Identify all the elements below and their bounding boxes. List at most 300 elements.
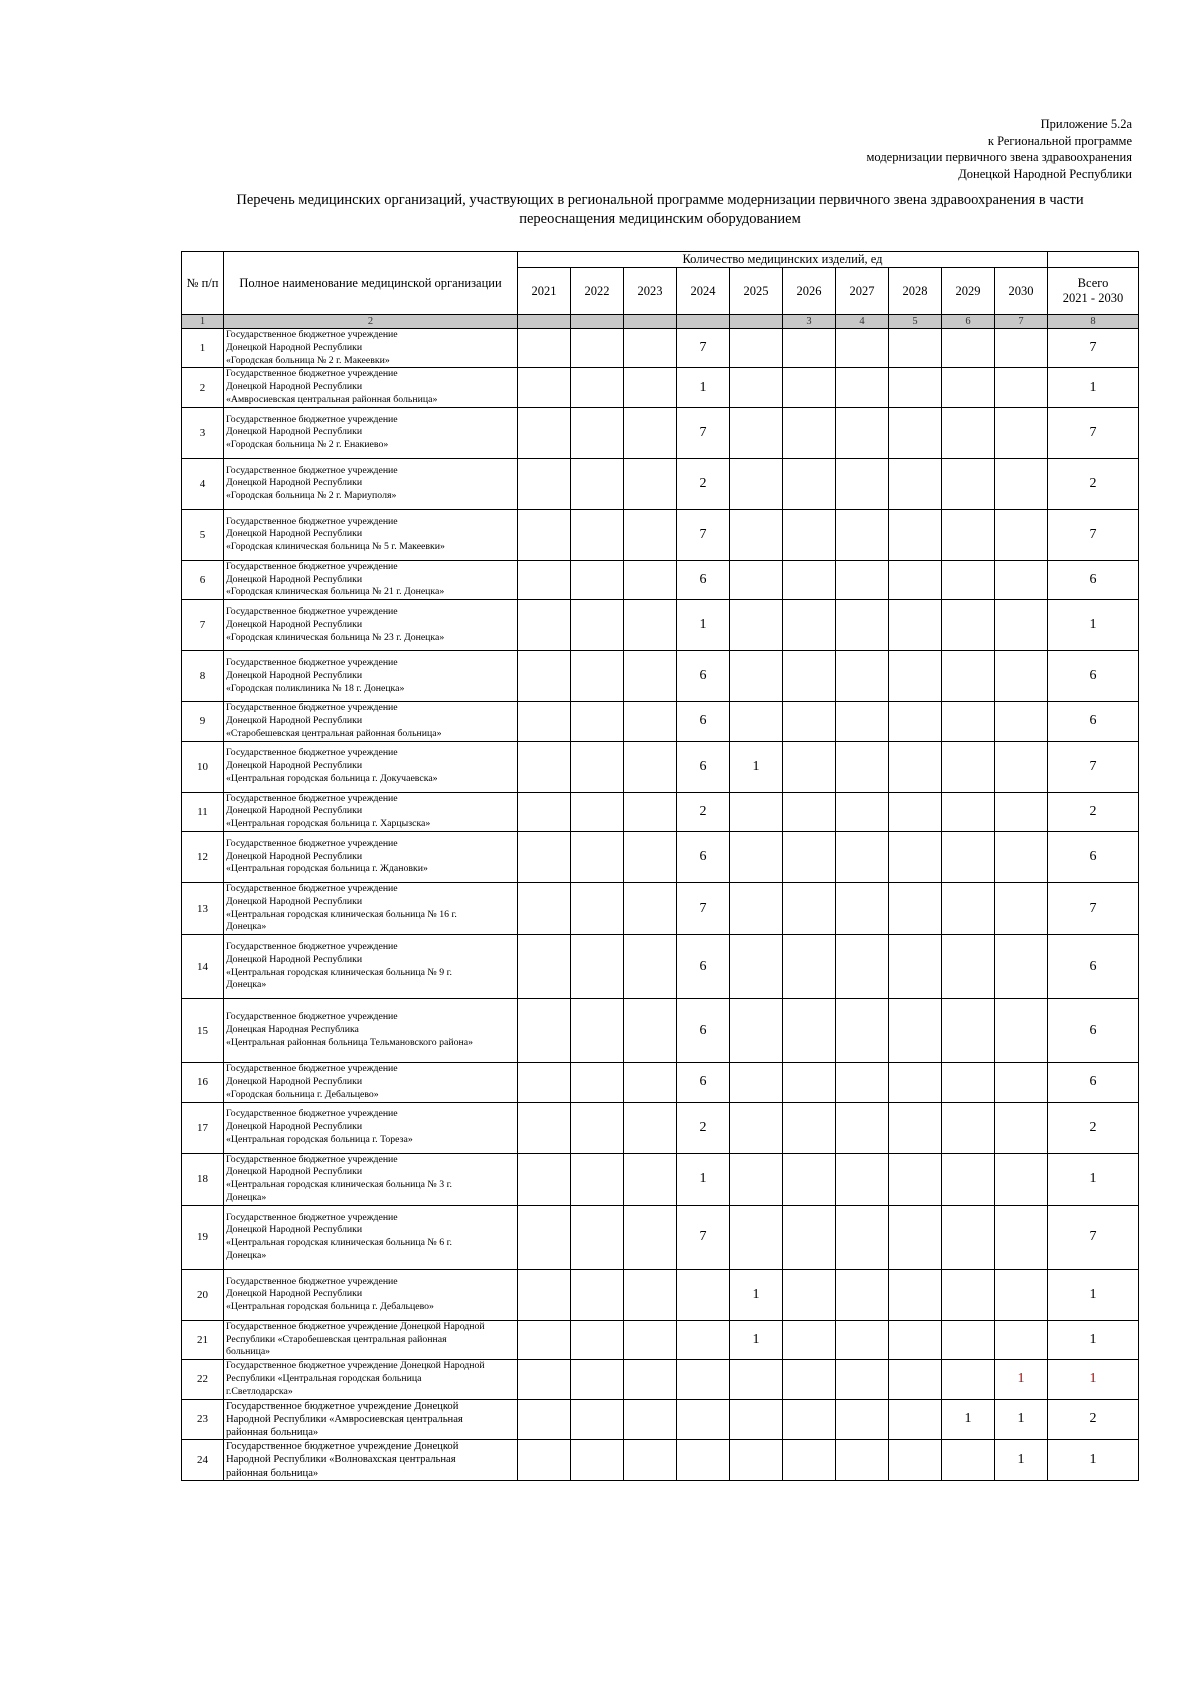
year-value-2021: [518, 1269, 571, 1320]
year-value-2025: 1: [730, 1269, 783, 1320]
year-value-2028: [889, 935, 942, 999]
year-value-2026: [783, 935, 836, 999]
org-name-line: Донецкой Народной Республики: [226, 426, 363, 438]
org-name-line: Государственное бюджетное учреждение: [226, 1211, 398, 1223]
year-value-2027: [836, 1063, 889, 1102]
year-value-2025: [730, 509, 783, 560]
year-value-2029: [942, 560, 995, 599]
header-total-line-1: Всего: [1077, 276, 1109, 290]
row-total: 6: [1048, 935, 1139, 999]
row-total: 1: [1048, 1269, 1139, 1320]
table-row: [182, 1205, 1139, 1269]
year-value-2027: [836, 458, 889, 509]
year-value-2021: [518, 1360, 571, 1399]
table-body: [182, 329, 1139, 1481]
year-value-2030: [995, 651, 1048, 702]
org-name: [224, 1153, 518, 1205]
year-value-2023: [624, 741, 677, 792]
year-value-2027: [836, 1153, 889, 1205]
year-value-2030: [995, 329, 1048, 368]
annex-note: [867, 116, 1132, 182]
row-number: 5: [182, 509, 224, 560]
year-value-2025: [730, 1205, 783, 1269]
year-value-2025: [730, 1063, 783, 1102]
org-name: [224, 882, 518, 934]
org-name-line: «Центральная городская клиническая больница № 3 г.: [226, 1179, 452, 1191]
row-total: 2: [1048, 1399, 1139, 1440]
org-name-line: Государственное бюджетное учреждение: [226, 1011, 398, 1023]
year-value-2022: [571, 1205, 624, 1269]
row-number: 2: [182, 368, 224, 407]
year-value-2024: 7: [677, 882, 730, 934]
table-row: [182, 1399, 1139, 1440]
org-name: [224, 935, 518, 999]
index-cell: [571, 315, 624, 329]
year-value-2026: [783, 651, 836, 702]
year-value-2021: [518, 407, 571, 458]
header-total-top: [1048, 252, 1139, 268]
org-name-line: «Городская клиническая больница № 21 г. Донецка»: [226, 586, 445, 598]
year-value-2026: [783, 1063, 836, 1102]
year-value-2024: 2: [677, 792, 730, 831]
year-value-2023: [624, 999, 677, 1063]
year-value-2029: [942, 651, 995, 702]
year-value-2026: [783, 1399, 836, 1440]
org-name-line: районная больница»: [226, 1467, 319, 1479]
org-name-line: Государственное бюджетное учреждение: [226, 1063, 398, 1075]
year-value-2023: [624, 935, 677, 999]
org-name-line: Государственное бюджетное учреждение: [226, 413, 398, 425]
table-row: [182, 935, 1139, 999]
table-row: [182, 831, 1139, 882]
org-name-line: Донецкой Народной Республики: [226, 618, 363, 630]
table-row: [182, 368, 1139, 407]
org-name-line: Республики «Старобешевская центральная районная: [226, 1333, 447, 1345]
org-name: [224, 407, 518, 458]
row-number: 14: [182, 935, 224, 999]
org-name: [224, 560, 518, 599]
year-value-2022: [571, 560, 624, 599]
org-name: [224, 1102, 518, 1153]
row-total: 6: [1048, 651, 1139, 702]
table-row: [182, 1102, 1139, 1153]
table-row: [182, 1320, 1139, 1359]
year-value-2029: [942, 999, 995, 1063]
year-value-2027: [836, 792, 889, 831]
year-value-2021: [518, 600, 571, 651]
year-value-2029: [942, 458, 995, 509]
org-name-line: Государственное бюджетное учреждение Донецкой: [226, 1441, 459, 1453]
year-value-2025: [730, 368, 783, 407]
year-value-2025: [730, 560, 783, 599]
index-cell: 5: [889, 315, 942, 329]
year-value-2022: [571, 1399, 624, 1440]
year-value-2025: [730, 935, 783, 999]
org-name: [224, 831, 518, 882]
year-value-2025: 1: [730, 741, 783, 792]
year-value-2022: [571, 792, 624, 831]
year-value-2029: [942, 831, 995, 882]
year-value-2026: [783, 1205, 836, 1269]
org-name-line: «Центральная городская больница г. Харцызска»: [226, 818, 431, 830]
row-total: 7: [1048, 741, 1139, 792]
year-value-2029: [942, 702, 995, 741]
org-name-line: «Центральная районная больница Тельмановского района»: [226, 1037, 474, 1049]
org-name: [224, 329, 518, 368]
year-value-2025: [730, 882, 783, 934]
row-number: 18: [182, 1153, 224, 1205]
row-number: 4: [182, 458, 224, 509]
row-total: 6: [1048, 702, 1139, 741]
year-value-2025: [730, 651, 783, 702]
org-name: [224, 1269, 518, 1320]
org-name-line: «Городская клиническая больница № 23 г. Донецка»: [226, 631, 445, 643]
row-total: 6: [1048, 560, 1139, 599]
year-value-2027: [836, 407, 889, 458]
year-value-2023: [624, 458, 677, 509]
document-title: [180, 191, 1140, 229]
org-name-line: Донецкой Народной Республики: [226, 1224, 363, 1236]
year-value-2023: [624, 702, 677, 741]
year-value-2023: [624, 1205, 677, 1269]
org-name-line: Государственное бюджетное учреждение: [226, 605, 398, 617]
row-number: 19: [182, 1205, 224, 1269]
year-value-2028: [889, 407, 942, 458]
table-row: [182, 1153, 1139, 1205]
year-value-2030: [995, 1102, 1048, 1153]
year-value-2024: 6: [677, 741, 730, 792]
year-value-2028: [889, 560, 942, 599]
org-name-line: «Городская больница г. Дебальцево»: [226, 1088, 379, 1100]
year-value-2030: [995, 1153, 1048, 1205]
annex-line-1: Приложение 5.2а: [1040, 117, 1132, 131]
year-value-2027: [836, 935, 889, 999]
year-value-2026: [783, 999, 836, 1063]
year-value-2022: [571, 741, 624, 792]
row-number: 10: [182, 741, 224, 792]
year-value-2021: [518, 1102, 571, 1153]
year-value-2028: [889, 831, 942, 882]
year-value-2025: [730, 1440, 783, 1481]
table-row: [182, 702, 1139, 741]
year-value-2030: [995, 792, 1048, 831]
index-row: [182, 315, 1139, 329]
year-value-2022: [571, 1063, 624, 1102]
org-name: [224, 1440, 518, 1481]
year-value-2027: [836, 651, 889, 702]
year-value-2025: [730, 792, 783, 831]
org-name-line: Государственное бюджетное учреждение: [226, 837, 398, 849]
year-value-2029: [942, 368, 995, 407]
row-number: 12: [182, 831, 224, 882]
org-name-line: Донецкой Народной Республики: [226, 669, 363, 681]
row-number: 9: [182, 702, 224, 741]
header-quantity: Количество медицинских изделий, ед: [518, 252, 1048, 268]
year-value-2027: [836, 831, 889, 882]
year-value-2027: [836, 1360, 889, 1399]
year-value-2025: [730, 999, 783, 1063]
header-year-2029: 2029: [942, 268, 995, 315]
year-value-2027: [836, 741, 889, 792]
year-value-2027: [836, 1440, 889, 1481]
org-name-line: районная больница»: [226, 1426, 319, 1438]
year-value-2028: [889, 792, 942, 831]
year-value-2028: [889, 1360, 942, 1399]
row-total: 2: [1048, 1102, 1139, 1153]
year-value-2023: [624, 1399, 677, 1440]
year-value-2021: [518, 368, 571, 407]
year-value-2027: [836, 882, 889, 934]
year-value-2030: [995, 741, 1048, 792]
annex-line-3: модернизации первичного звена здравоохранения: [866, 150, 1132, 164]
year-value-2021: [518, 1399, 571, 1440]
org-name-line: Донецкой Народной Республики: [226, 714, 363, 726]
org-name-line: Государственное бюджетное учреждение: [226, 792, 398, 804]
year-value-2025: [730, 831, 783, 882]
year-value-2023: [624, 1360, 677, 1399]
row-number: 23: [182, 1399, 224, 1440]
index-cell: 8: [1048, 315, 1139, 329]
year-value-2029: [942, 1063, 995, 1102]
year-value-2026: [783, 458, 836, 509]
year-value-2028: [889, 999, 942, 1063]
header-year-2028: 2028: [889, 268, 942, 315]
year-value-2028: [889, 600, 942, 651]
year-value-2026: [783, 368, 836, 407]
org-name: [224, 458, 518, 509]
header-year-2026: 2026: [783, 268, 836, 315]
year-value-2030: [995, 458, 1048, 509]
year-value-2030: 1: [995, 1360, 1048, 1399]
year-value-2024: 7: [677, 509, 730, 560]
year-value-2027: [836, 368, 889, 407]
org-name-line: Донецкая Народная Республика: [226, 1024, 359, 1036]
year-value-2024: 7: [677, 407, 730, 458]
year-value-2023: [624, 329, 677, 368]
equipment-table: [181, 251, 1139, 1481]
year-value-2027: [836, 509, 889, 560]
row-number: 16: [182, 1063, 224, 1102]
org-name-line: Донецка»: [226, 1250, 267, 1262]
org-name: [224, 702, 518, 741]
org-name-line: Донецкой Народной Республики: [226, 573, 363, 585]
org-name: [224, 600, 518, 651]
index-cell: 2: [224, 315, 518, 329]
year-value-2022: [571, 882, 624, 934]
year-value-2024: 1: [677, 368, 730, 407]
year-value-2025: [730, 329, 783, 368]
org-name-line: г.Светлодарска»: [226, 1385, 293, 1397]
row-number: 24: [182, 1440, 224, 1481]
header-year-2021: 2021: [518, 268, 571, 315]
year-value-2029: [942, 1205, 995, 1269]
year-value-2029: [942, 600, 995, 651]
year-value-2026: [783, 509, 836, 560]
year-value-2025: [730, 600, 783, 651]
year-value-2026: [783, 1360, 836, 1399]
org-name-line: «Городская больница № 2 г. Мариуполя»: [226, 490, 397, 502]
org-name-line: «Центральная городская больница г. Тореза»: [226, 1133, 413, 1145]
org-name-line: Государственное бюджетное учреждение: [226, 1153, 398, 1165]
index-cell: 3: [783, 315, 836, 329]
year-value-2024: 7: [677, 329, 730, 368]
year-value-2024: [677, 1360, 730, 1399]
year-value-2023: [624, 1320, 677, 1359]
year-value-2021: [518, 1205, 571, 1269]
year-value-2026: [783, 702, 836, 741]
row-total: 1: [1048, 1153, 1139, 1205]
table-row: [182, 329, 1139, 368]
annex-line-2: к Региональной программе: [987, 133, 1132, 148]
org-name-line: Донецкой Народной Республики: [226, 953, 363, 965]
org-name: [224, 741, 518, 792]
row-total: 1: [1048, 1360, 1139, 1399]
year-value-2028: [889, 1269, 942, 1320]
year-value-2021: [518, 935, 571, 999]
year-value-2021: [518, 882, 571, 934]
org-name-line: «Центральная городская клиническая больница № 9 г.: [226, 966, 452, 978]
table-row: [182, 651, 1139, 702]
year-value-2030: [995, 831, 1048, 882]
year-value-2022: [571, 509, 624, 560]
year-value-2024: 6: [677, 560, 730, 599]
title-line-1: Перечень медицинских организаций, участвующих в региональной программе модернизации первичного звена здравоохранения в части: [236, 192, 1084, 208]
year-value-2021: [518, 1063, 571, 1102]
year-value-2023: [624, 1063, 677, 1102]
table-row: [182, 600, 1139, 651]
org-name-line: Государственное бюджетное учреждение: [226, 1275, 398, 1287]
year-value-2029: 1: [942, 1399, 995, 1440]
year-value-2021: [518, 831, 571, 882]
org-name: [224, 792, 518, 831]
year-value-2027: [836, 560, 889, 599]
row-total: 7: [1048, 509, 1139, 560]
org-name-line: Государственное бюджетное учреждение Донецкой: [226, 1400, 459, 1412]
year-value-2024: 6: [677, 831, 730, 882]
row-number: 21: [182, 1320, 224, 1359]
year-value-2022: [571, 999, 624, 1063]
year-value-2027: [836, 1205, 889, 1269]
index-cell: [677, 315, 730, 329]
org-name: [224, 368, 518, 407]
year-value-2023: [624, 1440, 677, 1481]
org-name-line: Донецкой Народной Республики: [226, 850, 363, 862]
year-value-2028: [889, 1102, 942, 1153]
org-name-line: Донецкой Народной Республики: [226, 760, 363, 772]
year-value-2026: [783, 1269, 836, 1320]
org-name: [224, 1205, 518, 1269]
header-year-2030: 2030: [995, 268, 1048, 315]
org-name: [224, 999, 518, 1063]
year-value-2030: [995, 935, 1048, 999]
year-value-2022: [571, 935, 624, 999]
year-value-2024: 6: [677, 702, 730, 741]
year-value-2027: [836, 999, 889, 1063]
year-value-2030: 1: [995, 1399, 1048, 1440]
year-value-2021: [518, 651, 571, 702]
year-value-2028: [889, 1205, 942, 1269]
year-value-2021: [518, 329, 571, 368]
year-value-2022: [571, 600, 624, 651]
header-year-2024: 2024: [677, 268, 730, 315]
year-value-2026: [783, 560, 836, 599]
org-name: [224, 1399, 518, 1440]
row-number: 17: [182, 1102, 224, 1153]
year-value-2028: [889, 329, 942, 368]
org-name-line: «Центральная городская клиническая больница № 16 г.: [226, 908, 457, 920]
year-value-2030: [995, 509, 1048, 560]
year-value-2023: [624, 651, 677, 702]
year-value-2030: [995, 999, 1048, 1063]
table-row: [182, 1440, 1139, 1481]
year-value-2022: [571, 702, 624, 741]
year-value-2021: [518, 1440, 571, 1481]
year-value-2028: [889, 651, 942, 702]
year-value-2028: [889, 368, 942, 407]
year-value-2024: [677, 1320, 730, 1359]
year-value-2024: 6: [677, 999, 730, 1063]
year-value-2024: [677, 1269, 730, 1320]
year-value-2024: 2: [677, 458, 730, 509]
table-row: [182, 560, 1139, 599]
org-name-line: Донецкой Народной Республики: [226, 341, 363, 353]
year-value-2022: [571, 1269, 624, 1320]
org-name-line: Государственное бюджетное учреждение: [226, 368, 398, 380]
year-value-2029: [942, 329, 995, 368]
year-value-2030: [995, 1063, 1048, 1102]
year-value-2026: [783, 741, 836, 792]
org-name-line: «Центральная городская клиническая больница № 6 г.: [226, 1237, 452, 1249]
index-cell: [730, 315, 783, 329]
year-value-2021: [518, 1320, 571, 1359]
year-value-2022: [571, 831, 624, 882]
year-value-2022: [571, 1153, 624, 1205]
org-name-line: Донецкой Народной Республики: [226, 805, 363, 817]
org-name: [224, 1063, 518, 1102]
index-cell: 7: [995, 315, 1048, 329]
year-value-2021: [518, 702, 571, 741]
year-value-2023: [624, 560, 677, 599]
year-value-2028: [889, 702, 942, 741]
org-name: [224, 509, 518, 560]
org-name-line: «Городская поликлиника № 18 г. Донецка»: [226, 682, 405, 694]
year-value-2022: [571, 1320, 624, 1359]
org-name-line: Донецка»: [226, 979, 267, 991]
year-value-2027: [836, 1269, 889, 1320]
index-cell: [518, 315, 571, 329]
year-value-2028: [889, 741, 942, 792]
year-value-2021: [518, 1153, 571, 1205]
year-value-2028: [889, 882, 942, 934]
table-row: [182, 792, 1139, 831]
year-value-2029: [942, 935, 995, 999]
org-name-line: Государственное бюджетное учреждение: [226, 560, 398, 572]
org-name-line: Государственное бюджетное учреждение Донецкой Народной: [226, 1320, 485, 1332]
row-number: 11: [182, 792, 224, 831]
year-value-2023: [624, 407, 677, 458]
year-value-2030: [995, 882, 1048, 934]
year-value-2026: [783, 882, 836, 934]
org-name-line: Донецкой Народной Республики: [226, 895, 363, 907]
year-value-2024: 1: [677, 1153, 730, 1205]
year-value-2022: [571, 368, 624, 407]
row-total: 2: [1048, 792, 1139, 831]
org-name-line: Донецкой Народной Республики: [226, 1075, 363, 1087]
table-row: [182, 458, 1139, 509]
index-cell: 1: [182, 315, 224, 329]
year-value-2027: [836, 702, 889, 741]
org-name-line: «Амвросиевская центральная районная больница»: [226, 393, 438, 405]
